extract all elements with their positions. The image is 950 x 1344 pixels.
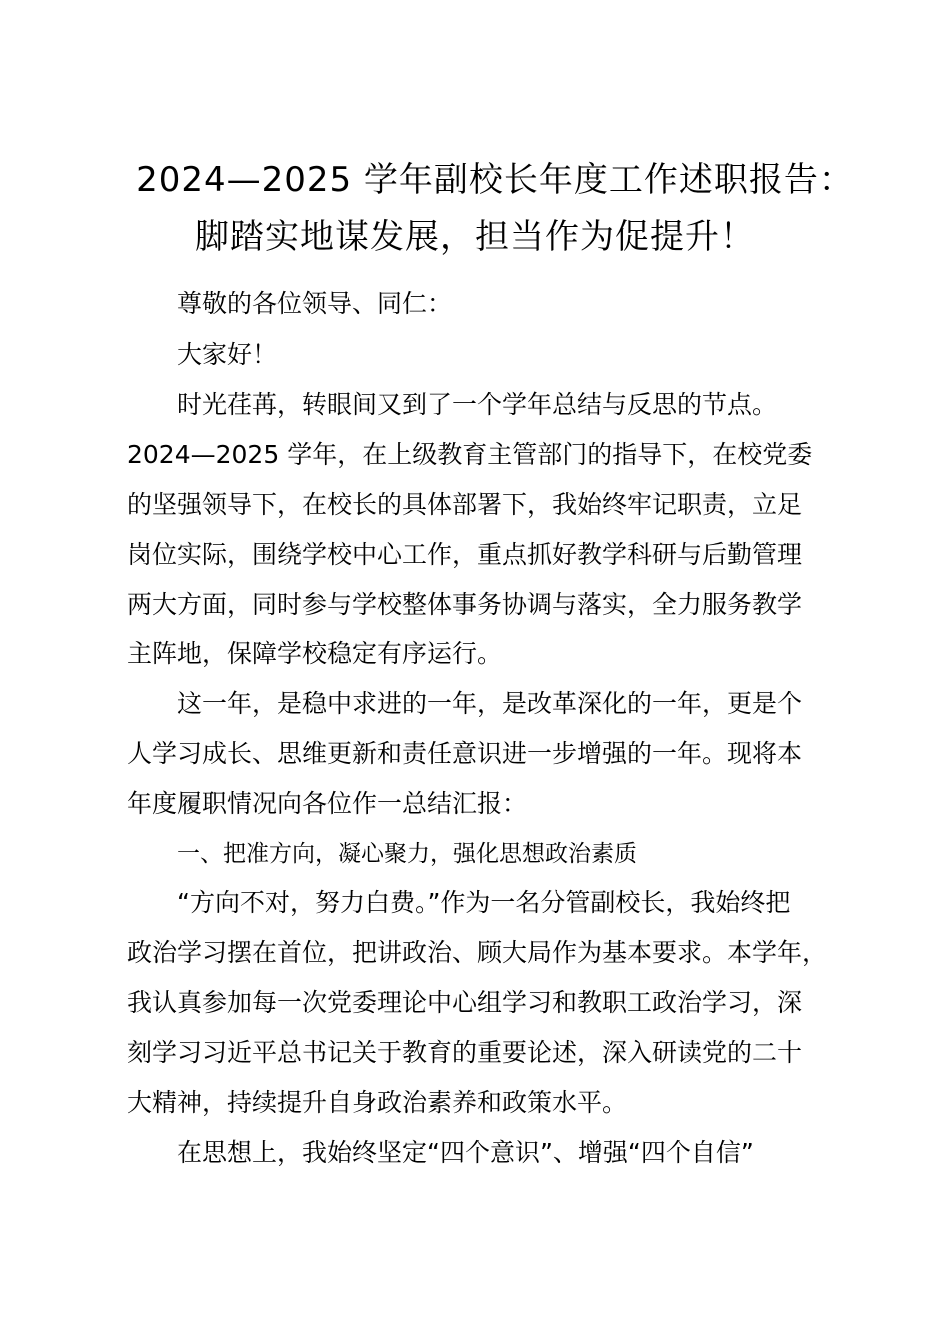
paragraph-line: 的坚强领导下，在校长的具体部署下，我始终牢记职责，立足 (127, 490, 803, 519)
document-title-line-1: 2024—2025 学年副校长年度工作述职报告： (136, 160, 854, 200)
paragraph-line: 年度履职情况向各位作一总结汇报： (127, 789, 528, 818)
paragraph-line: 大精神，持续提升自身政治素养和政策水平。 (127, 1088, 628, 1117)
paragraph-line: 时光荏苒，转眼间又到了一个学年总结与反思的节点。 (177, 390, 778, 419)
document-title-line-2: 脚踏实地谋发展，担当作为促提升！ (195, 217, 755, 257)
salutation: 尊敬的各位领导、同仁： (177, 289, 453, 318)
section-heading: 一、把准方向，凝心聚力，强化思想政治素质 (177, 841, 637, 867)
paragraph-line: 这一年，是稳中求进的一年，是改革深化的一年，更是个 (177, 689, 803, 718)
paragraph-line: 在思想上，我始终坚定“四个意识”、增强“四个自信” (177, 1138, 754, 1167)
paragraph-line: 人学习成长、思维更新和责任意识进一步增强的一年。现将本 (127, 739, 803, 768)
paragraph-line: 主阵地，保障学校稳定有序运行。 (127, 639, 503, 668)
greeting: 大家好！ (177, 340, 278, 369)
paragraph-line: 刻学习习近平总书记关于教育的重要论述，深入研读党的二十 (127, 1038, 803, 1067)
paragraph-line: 我认真参加每一次党委理论中心组学习和教职工政治学习，深 (127, 988, 803, 1017)
paragraph-line: 2024—2025 学年，在上级教育主管部门的指导下，在校党委 (127, 440, 813, 469)
paragraph-line: 岗位实际，围绕学校中心工作，重点抓好教学科研与后勤管理 (127, 540, 803, 569)
paragraph-line: 政治学习摆在首位，把讲政治、顾大局作为基本要求。本学年， (127, 938, 828, 967)
paragraph-line: “方向不对，努力白费。”作为一名分管副校长，我始终把 (177, 888, 791, 917)
paragraph-line: 两大方面，同时参与学校整体事务协调与落实，全力服务教学 (127, 590, 803, 619)
